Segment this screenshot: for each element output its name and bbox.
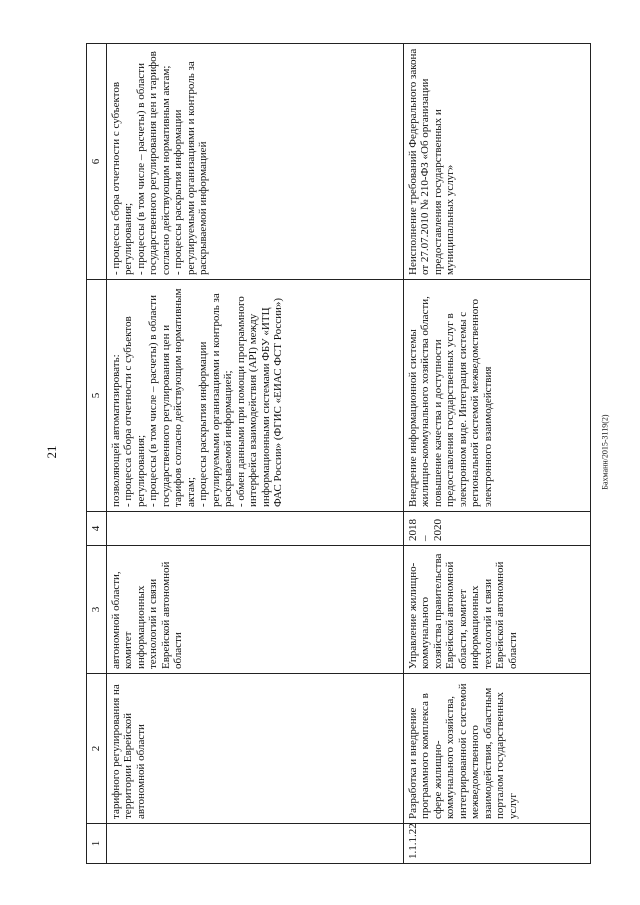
cell-consequences: Неисполнение требований Федерального закона от 27.07.2010 № 210-ФЗ «Об организации предоставления государственных и муниципальных услуг» bbox=[403, 44, 590, 280]
program-measures-table bbox=[86, 43, 591, 864]
table-row bbox=[403, 44, 590, 864]
table-row bbox=[106, 44, 403, 864]
cell-executor: автономной области, комитет информационных технологий и связи Еврейской автономной области bbox=[106, 546, 403, 674]
table-viewport bbox=[84, 40, 612, 866]
header-col-4: 4 bbox=[87, 512, 107, 546]
cell-measure-name: Разработка и внедрение программного комплекса в сфере жилищно-коммунального хозяйства, интегрированной с системой межведомственного взаимодействия, областным порталом государственных услуг bbox=[403, 674, 590, 824]
cell-number: 1.1.1.22 bbox=[403, 824, 590, 864]
rotated-table-container bbox=[84, 40, 612, 866]
cell-period: 2018 – 2020 bbox=[403, 512, 590, 546]
header-col-5: 5 bbox=[87, 280, 107, 512]
cell-measure-name: тарифного регулирования на территории Еврейской автономной области bbox=[106, 674, 403, 824]
table-header-row bbox=[87, 44, 107, 864]
cell-expected-result: Внедрение информационной системы жилищно-коммунального хозяйства области, повышение качества и доступности предоставления государственных услуг в электронном виде. Интеграция системы с региональной системой межведомственного электронного взаимодействия bbox=[403, 280, 590, 512]
document-footer-code: Бахманн/2015-3119(2) bbox=[600, 414, 610, 490]
cell-expected-result: позволяющей автоматизировать: - процесса сбора отчетности с субъектов регулирования; - процессы (в том числе – расчеты) в области государственного регулирования цен и тарифов согласно действующим нормативным актам; - процессы раскрытия информации регулируемыми организациями и контроль за раскрываемой информацией; - обмен данными при помощи программного интерфейса взаимодействия (API) между информационными системами ФБУ «ИТЦ ФАС России» (ФГИС «ЕИАС ФСТ России») bbox=[106, 280, 403, 512]
cell-executor: Управление жилищно-коммунального хозяйства правительства Еврейской автономной области, комитет информационных технологий и связи Еврейской автономной области bbox=[403, 546, 590, 674]
cell-number bbox=[106, 824, 403, 864]
header-col-2: 2 bbox=[87, 674, 107, 824]
header-col-6: 6 bbox=[87, 44, 107, 280]
cell-period bbox=[106, 512, 403, 546]
cell-consequences: - процессы сбора отчетности с субъектов регулирования; - процессы (в том числе – расчеты) в области государственного регулирования цен и тарифов согласно действующим нормативным актам; - процессы раскрытия информации регулируемыми организациями и контроль за раскрываемой информацией bbox=[106, 44, 403, 280]
header-col-1: 1 bbox=[87, 824, 107, 864]
header-col-3: 3 bbox=[87, 546, 107, 674]
page-number: 21 bbox=[44, 445, 59, 459]
